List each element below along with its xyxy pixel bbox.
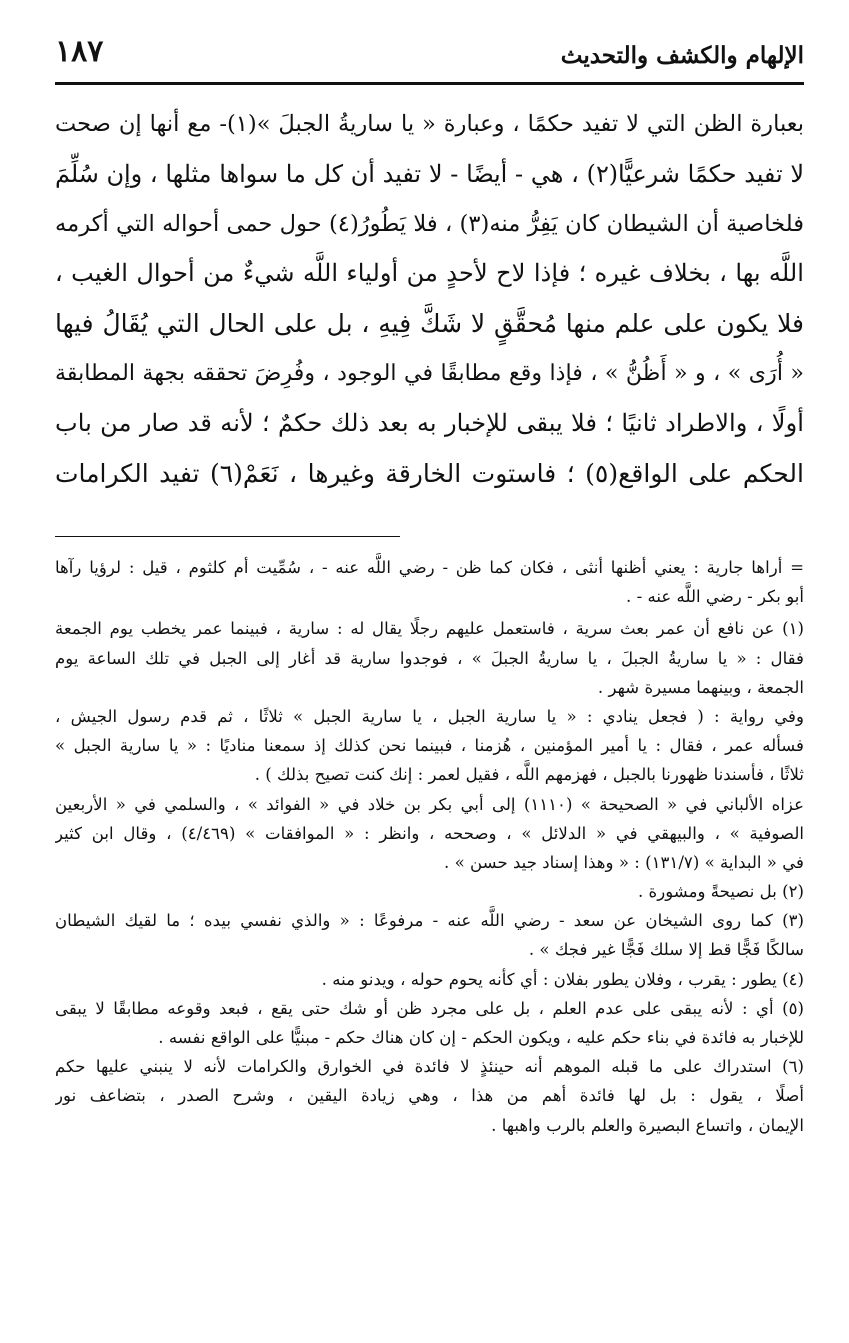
page-number: ١٨٧ <box>55 34 104 69</box>
body-line: الحكم على الواقع(٥) ؛ فاستوت الخارقة وغيرها ، نَعَمْ(٦) تفيد الكرامات <box>55 458 804 488</box>
footnotes <box>55 553 804 1140</box>
page-header <box>55 34 804 78</box>
main-text <box>55 100 804 498</box>
footnote-line: ثلاثًا ، فأسندنا ظهورنا بالجبل ، فهزمهم اللَّه ، فقيل لعمر : إنك كنت تصيح بذلك ) . <box>254 765 804 785</box>
footnote-line: سالكًا فَجًّا قط إلا سلك فَجًّا غير فجك » . <box>528 940 804 960</box>
body-line: لا تفيد حكمًا شرعيًّا(٢) ، هي - أيضًا - لا تفيد أن كل ما سواها مثلها ، وإن سُلِّمَ <box>55 159 804 188</box>
footnote-line: (١) عن نافع أن عمر بعث سرية ، فاستعمل عليهم رجلًا يقال له : سارية ، فبينما عمر يخطب يوم الجمعة <box>55 619 804 639</box>
footnote-line: الجمعة ، وبينهما مسيرة شهر . <box>597 677 804 697</box>
body-line: اللَّه بها ، بخلاف غيره ؛ فإذا لاح لأحدٍ من أولياء اللَّه شيءٌ من أحوال الغيب ، <box>55 259 804 288</box>
footnote-line: (٢) بل نصيحةً ومشورة . <box>637 882 804 902</box>
body-line: فلخاصية أن الشيطان كان يَفِرُّ منه(٣) ، فلا يَطُورُ(٤) حول حمى أحواله التي أكرمه <box>55 210 804 237</box>
footnote-line: الإيمان ، واتساع البصيرة والعلم بالرب واهبها . <box>491 1115 804 1135</box>
running-title: الإلهام والكشف والتحديث <box>560 42 804 69</box>
footnote-line: (٦) استدراك على ما قبله الموهم أنه حينئذٍ لا فائدة في الخوارق والكرامات لأنه لا ينبني عليها حكم <box>55 1057 804 1077</box>
footnote-line: (٥) أي : لأنه يبقى على عدم العلم ، بل على مجرد ظن أو شك حتى يقع ، فبعد وقوعه مطابقًا لا يبقى <box>55 998 804 1018</box>
footnote-line: = أراها جارية : يعني أظنها أنثى ، فكان كما ظن - رضي اللَّه عنه - ، سُمِّيت أم كلثوم ، قيل : لرؤيا رآها <box>55 558 804 577</box>
footnote-line: للإخبار به فائدة في بناء حكم عليه ، ويكون الحكم - إن كان هناك حكم - مبنيًّا على الواقع نفسه . <box>158 1028 804 1047</box>
footnote-line: (٤) يطور : يقرب ، وفلان يطور بفلان : أي كأنه يحوم حوله ، ويدنو منه . <box>321 969 804 989</box>
footnote-line: فسأله عمر ، فقال : يا أمير المؤمنين ، هُزمنا ، فبينما نحن كذلك إذ سمعنا مناديًا : « يا سارية الجبل » <box>55 736 804 756</box>
footnote-line: فقال : « يا ساريةُ الجبلَ ، يا ساريةُ الجبلَ » ، فوجدوا سارية قد أغار إلى الجبل في تلك الساعة يوم <box>55 648 804 668</box>
header-rule <box>55 82 804 85</box>
footnote-line: وفي رواية : ( فجعل ينادي : « يا سارية الجبل ، يا سارية الجبل » ثلاثًا ، ثم قدم رسول الجيش ، <box>55 706 804 726</box>
footnote-separator <box>55 536 400 537</box>
footnote-line: في « البداية » (١٣١/٧) : « وهذا إسناد جيد حسن » . <box>444 852 804 872</box>
footnote-line: أصلًا ، يقول : بل لها فائدة أهم من هذا ، وهي زيادة اليقين ، وشرح الصدر ، بتضاعف نور <box>55 1086 804 1106</box>
footnote-line: (٣) كما روى الشيخان عن سعد - رضي اللَّه عنه - مرفوعًا : « والذي نفسي بيده ؛ ما لقيك الشيطان <box>55 911 804 931</box>
footnote-line: عزاه الألباني في « الصحيحة » (١١١٠) إلى أبي بكر بن خلاد في « الفوائد » ، والسلمي في « الأربعين <box>55 794 804 814</box>
footnote-line: أبو بكر - رضي اللَّه عنه - . <box>626 587 804 607</box>
body-line: فلا يكون على علم منها مُحقَّقٍ لا شَكَّ فِيهِ ، بل على الحال التي يُقَالُ فيها <box>55 309 804 339</box>
body-line: « أُرَى » ، و « أَظُنُّ » ، فإذا وقع مطابقًا في الوجود ، وفُرِضَ تحققه بجهة المطابقة <box>55 359 804 386</box>
body-line: أولًا ، والاطراد ثانيًا ؛ فلا يبقى للإخبار به بعد ذلك حكمٌ ؛ لأنه قد صار من باب <box>55 408 804 437</box>
footnote-line: الصوفية » ، والبيهقي في « الدلائل » ، وصححه ، وانظر : « الموافقات » (٤/٤٦٩) ، وقال ابن كثير <box>55 823 804 843</box>
body-line: بعبارة الظن التي لا تفيد حكمًا ، وعبارة « يا ساريةُ الجبلَ »(١)- مع أنها إن صحت <box>55 111 804 137</box>
